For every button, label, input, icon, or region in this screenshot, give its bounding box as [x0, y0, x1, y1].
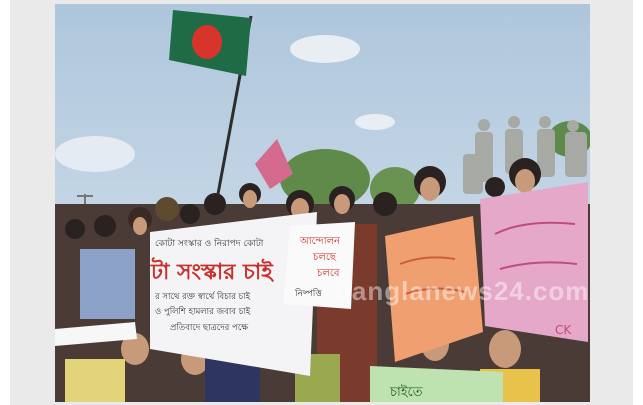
white-sign-line-4: নিষ্পত্তি — [295, 289, 322, 299]
green-placard — [370, 366, 503, 402]
white-sign-line-1: আন্দোলন — [300, 236, 341, 247]
protest-photo — [55, 4, 590, 402]
banner-line-4: প্রতিবাদে ছাত্রদের পক্ষে — [170, 323, 249, 333]
white-sign-line-3: চলবে — [317, 268, 340, 279]
white-sign-line-2: চলছে — [313, 252, 336, 263]
banner-line-2: র সাথে রক্ত স্বার্থে বিচার চাই — [155, 292, 251, 302]
banner-line-3: ও পুলিশি হামলার জবাব চাই — [155, 307, 251, 317]
pink-placard — [480, 182, 588, 342]
flag-disc — [192, 25, 222, 59]
cloud — [355, 114, 395, 130]
cloud — [55, 136, 135, 172]
yellow-cloth — [65, 359, 125, 402]
pink-placard-text: CK — [555, 323, 572, 337]
photo-scene — [55, 4, 590, 402]
watermark: banglanews24.com — [335, 276, 590, 306]
banner-main-line: টা সংস্কার চাই — [151, 260, 273, 285]
shirt-blue — [80, 249, 135, 319]
cloud — [290, 35, 360, 63]
banner-top-line: কোটা সংস্কার ও নিরাপদ কোটা — [155, 239, 264, 249]
green-placard-text: চাইতে — [390, 385, 423, 400]
